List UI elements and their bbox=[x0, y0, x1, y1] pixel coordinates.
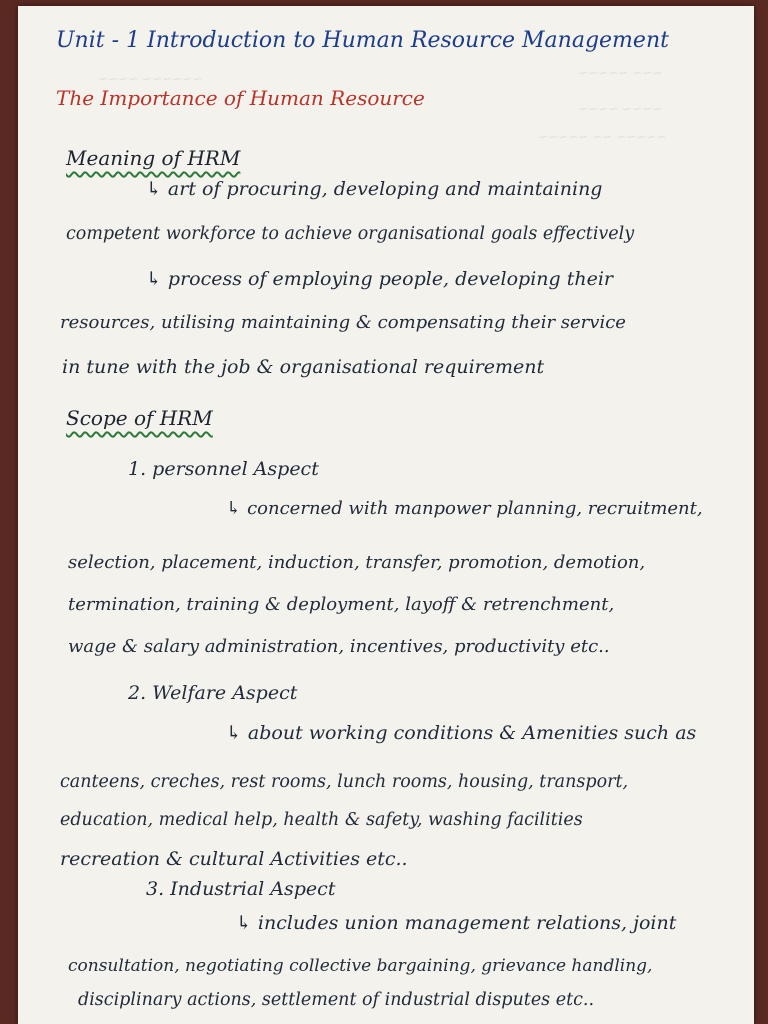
section-heading-scope: Scope of HRM bbox=[66, 406, 213, 430]
scope-item-2-line-3: education, medical help, health & safety, washing facilities bbox=[60, 810, 583, 830]
notebook-page bbox=[18, 6, 754, 1024]
bleed-through-mark: ~~~~~ ~~ ~~~~~ bbox=[538, 130, 667, 144]
meaning-point-2-line-3: in tune with the job & organisational requirement bbox=[62, 356, 545, 378]
bleed-through-mark: ~~~~ ~~~~ bbox=[578, 102, 663, 116]
arrow-right-hooked-icon: ↳ bbox=[226, 498, 242, 519]
scope-item-1-line-3: termination, training & deployment, layoff & retrenchment, bbox=[68, 594, 615, 615]
meaning-point-1-line-1 bbox=[146, 178, 602, 200]
meaning-point-2-line-1 bbox=[146, 268, 613, 290]
section-heading-meaning: Meaning of HRM bbox=[66, 146, 241, 170]
scope-item-2-line-4: recreation & cultural Activities etc.. bbox=[60, 848, 408, 870]
meaning-point-1-text: art of procuring, developing and maintaining bbox=[167, 178, 603, 200]
arrow-right-hooked-icon: ↳ bbox=[236, 912, 252, 934]
scope-item-1-text: concerned with manpower planning, recruitment, bbox=[247, 498, 703, 519]
meaning-point-1-line-2: competent workforce to achieve organisational goals effectively bbox=[66, 224, 635, 244]
bleed-through-mark: ~~~~~~ ~~~~ bbox=[98, 72, 203, 86]
meaning-point-2-text: process of employing people, developing their bbox=[167, 268, 613, 290]
meaning-point-2-line-2: resources, utilising maintaining & compensating their service bbox=[60, 312, 626, 333]
scope-item-2-line-2: canteens, creches, rest rooms, lunch rooms, housing, transport, bbox=[60, 772, 629, 792]
scope-item-3-text: includes union management relations, joint bbox=[257, 912, 677, 934]
bleed-through-mark: ~~~ ~~~~~ bbox=[578, 66, 663, 80]
arrow-right-hooked-icon: ↳ bbox=[226, 722, 242, 744]
scope-item-1-line-1 bbox=[226, 498, 703, 519]
arrow-right-hooked-icon: ↳ bbox=[146, 268, 162, 290]
scope-item-2-line-1 bbox=[226, 722, 696, 744]
page-title: Unit - 1 Introduction to Human Resource Management bbox=[56, 28, 669, 53]
scope-item-3-line-2: consultation, negotiating collective bargaining, grievance handling, bbox=[68, 956, 653, 976]
scope-item-3-line-1 bbox=[236, 912, 676, 934]
scope-item-1-label: 1. personnel Aspect bbox=[128, 458, 319, 480]
scope-item-3-label: 3. Industrial Aspect bbox=[146, 878, 336, 900]
scope-item-1-line-2: selection, placement, induction, transfer, promotion, demotion, bbox=[68, 552, 646, 573]
scope-item-2-text: about working conditions & Amenities such as bbox=[247, 722, 697, 744]
scope-item-1-line-4: wage & salary administration, incentives, productivity etc.. bbox=[68, 636, 610, 657]
scope-item-2-label: 2. Welfare Aspect bbox=[128, 682, 298, 704]
arrow-right-hooked-icon: ↳ bbox=[146, 178, 162, 200]
scope-item-3-line-3: disciplinary actions, settlement of industrial disputes etc.. bbox=[78, 990, 595, 1010]
page-subtitle: The Importance of Human Resource bbox=[56, 86, 425, 110]
